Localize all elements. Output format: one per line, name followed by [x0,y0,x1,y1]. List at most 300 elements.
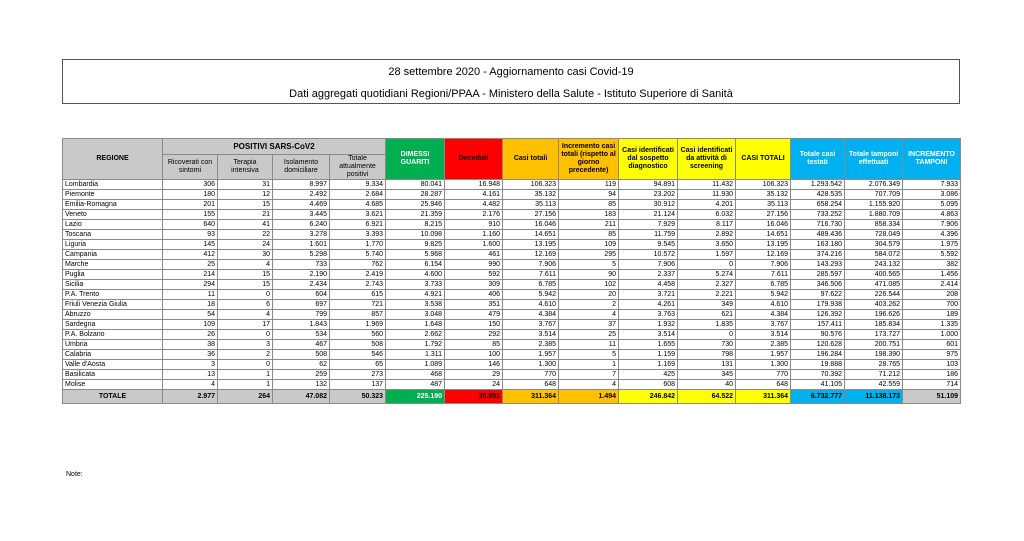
region-name-cell: P.A. Bolzano [63,330,163,340]
title-box [62,59,960,104]
table-cell: 730 [678,340,736,350]
table-cell: 400.565 [845,270,903,280]
table-cell: 6.240 [273,220,330,230]
table-cell: 6 [218,300,273,310]
table-cell: 2.414 [903,280,961,290]
table-cell: 4.863 [903,210,961,220]
table-cell: 508 [273,350,330,360]
table-row [63,200,961,210]
table-cell: 13.195 [503,240,559,250]
total-cell: 311.364 [736,390,791,404]
table-cell: 20 [559,290,619,300]
table-cell: 150 [445,320,503,330]
table-cell: 1 [218,370,273,380]
table-cell: 1.792 [386,340,445,350]
table-cell: 716.730 [791,220,845,230]
table-cell: 35.113 [736,200,791,210]
table-cell: 15 [218,200,273,210]
table-cell: 13.195 [736,240,791,250]
table-cell: 5.095 [903,200,961,210]
table-cell: 102 [559,280,619,290]
table-cell: 22 [218,230,273,240]
table-cell: 304.579 [845,240,903,250]
table-cell: 12.169 [736,250,791,260]
table-cell: 412 [163,250,218,260]
table-cell: 2 [218,350,273,360]
table-cell: 0 [678,260,736,270]
table-cell: 85 [559,200,619,210]
table-cell: 461 [445,250,503,260]
total-cell: 1.494 [559,390,619,404]
table-cell: 70.392 [791,370,845,380]
total-cell: 2.977 [163,390,218,404]
table-cell: 1.969 [330,320,386,330]
table-cell: 534 [273,330,330,340]
table-cell: 29 [445,370,503,380]
table-cell: 374.216 [791,250,845,260]
table-cell: 15 [218,280,273,290]
table-cell: 403.262 [845,300,903,310]
table-cell: 3.086 [903,190,961,200]
total-label: TOTALE [63,390,163,404]
table-cell: 990 [445,260,503,270]
table-cell: 85 [559,230,619,240]
table-cell: 1.155.920 [845,200,903,210]
table-cell: 349 [678,300,736,310]
table-cell: 186 [903,370,961,380]
table-cell: 1.957 [736,350,791,360]
table-cell: 4 [559,380,619,390]
table-cell: 608 [619,380,678,390]
region-name-cell: Umbria [63,340,163,350]
table-cell: 3.514 [736,330,791,340]
table-cell: 0 [678,330,736,340]
table-cell: 615 [330,290,386,300]
table-row [63,190,961,200]
table-cell: 428.535 [791,190,845,200]
table-cell: 1.880.709 [845,210,903,220]
table-cell: 733.252 [791,210,845,220]
table-cell: 208 [903,290,961,300]
table-cell: 180 [163,190,218,200]
table-cell: 146 [445,360,503,370]
table-cell: 770 [736,370,791,380]
region-name-cell: Puglia [63,270,163,280]
table-cell: 728.049 [845,230,903,240]
table-cell: 1 [218,380,273,390]
table-cell: 18 [163,300,218,310]
table-cell: 648 [503,380,559,390]
header-casi-totali: Casi totali [503,139,559,180]
table-cell: 857 [330,310,386,320]
total-row [63,390,961,404]
table-cell: 798 [678,350,736,360]
table-cell: 5.968 [386,250,445,260]
table-cell: 13 [163,370,218,380]
table-cell: 306 [163,180,218,190]
table-row [63,210,961,220]
table-cell: 185.834 [845,320,903,330]
total-cell: 6.732.777 [791,390,845,404]
table-row [63,340,961,350]
table-cell: 11 [559,340,619,350]
region-name-cell: Lombardia [63,180,163,190]
table-row [63,330,961,340]
table-cell: 11.759 [619,230,678,240]
table-cell: 93 [163,230,218,240]
table-row [63,180,961,190]
table-cell: 126.392 [791,310,845,320]
table-row [63,220,961,230]
table-cell: 4.458 [619,280,678,290]
table-cell: 42.559 [845,380,903,390]
table-cell: 3.767 [503,320,559,330]
table-cell: 697 [273,300,330,310]
table-cell: 3.763 [619,310,678,320]
table-cell: 406 [445,290,503,300]
table-cell: 27.156 [736,210,791,220]
table-cell: 106.323 [736,180,791,190]
table-cell: 11.930 [678,190,736,200]
table-cell: 94.891 [619,180,678,190]
table-cell: 1.601 [273,240,330,250]
table-cell: 214 [163,270,218,280]
header-screening: Casi identificati da attività di screening [678,139,736,180]
table-row [63,350,961,360]
table-cell: 5 [559,350,619,360]
table-cell: 3.048 [386,310,445,320]
table-cell: 106.323 [503,180,559,190]
table-cell: 4.482 [445,200,503,210]
table-row [63,270,961,280]
table-cell: 80.041 [386,180,445,190]
header-dimessi: DIMESSI GUARITI [386,139,445,180]
header-sospetto: Casi identificati dal sospetto diagnostico [619,139,678,180]
table-cell: 4.685 [330,200,386,210]
table-cell: 6.154 [386,260,445,270]
table-cell: 975 [903,350,961,360]
table-cell: 5.942 [503,290,559,300]
table-cell: 351 [445,300,503,310]
table-cell: 467 [273,340,330,350]
table-cell: 487 [386,380,445,390]
table-cell: 3.621 [330,210,386,220]
total-cell: 311.364 [503,390,559,404]
header-totale-positivi: Totale attualmente positivi [330,155,386,180]
table-cell: 201 [163,200,218,210]
table-cell: 27.156 [503,210,559,220]
table-cell: 25.946 [386,200,445,210]
total-cell: 264 [218,390,273,404]
table-cell: 2.385 [503,340,559,350]
table-cell: 10.572 [619,250,678,260]
total-cell: 50.323 [330,390,386,404]
total-cell: 246.842 [619,390,678,404]
table-cell: 799 [273,310,330,320]
table-cell: 4.396 [903,230,961,240]
table-cell: 7.906 [503,260,559,270]
table-cell: 16.046 [736,220,791,230]
table-row [63,370,961,380]
header-tamponi: Totale tamponi effettuati [845,139,903,180]
region-name-cell: Molise [63,380,163,390]
table-cell: 24 [445,380,503,390]
table-cell: 2.492 [273,190,330,200]
region-name-cell: Sardegna [63,320,163,330]
header-regione: REGIONE [63,139,163,180]
table-cell: 12.169 [503,250,559,260]
table-cell: 19.888 [791,360,845,370]
table-row [63,380,961,390]
table-cell: 508 [330,340,386,350]
table-cell: 7.929 [619,220,678,230]
table-row [63,250,961,260]
table-cell: 4.610 [736,300,791,310]
table-cell: 0 [218,290,273,300]
table-cell: 6.921 [330,220,386,230]
table-cell: 2.076.349 [845,180,903,190]
table-cell: 1.000 [903,330,961,340]
table-cell: 2.337 [619,270,678,280]
table-cell: 35.132 [736,190,791,200]
table-cell: 770 [503,370,559,380]
table-cell: 35.132 [503,190,559,200]
table-cell: 90.576 [791,330,845,340]
table-cell: 7.906 [736,260,791,270]
table-cell: 7.933 [903,180,961,190]
table-cell: 5.274 [678,270,736,280]
table-row [63,360,961,370]
table-cell: 36 [163,350,218,360]
table-cell: 4.261 [619,300,678,310]
table-cell: 7.611 [736,270,791,280]
table-cell: 259 [273,370,330,380]
header-testati: Totale casi testati [791,139,845,180]
table-cell: 471.085 [845,280,903,290]
table-cell: 4 [218,310,273,320]
total-cell: 225.190 [386,390,445,404]
table-cell: 4 [163,380,218,390]
total-cell: 35.851 [445,390,503,404]
table-cell: 1.975 [903,240,961,250]
table-cell: 3.650 [678,240,736,250]
table-cell: 3.445 [273,210,330,220]
region-name-cell: Lazio [63,220,163,230]
table-cell: 179.938 [791,300,845,310]
table-cell: 489.436 [791,230,845,240]
table-cell: 21.359 [386,210,445,220]
table-cell: 97.622 [791,290,845,300]
table-cell: 285.597 [791,270,845,280]
table-cell: 28.287 [386,190,445,200]
table-cell: 6.785 [736,280,791,290]
table-cell: 1.311 [386,350,445,360]
table-cell: 100 [445,350,503,360]
table-cell: 10.098 [386,230,445,240]
table-cell: 2.385 [736,340,791,350]
table-cell: 31 [218,180,273,190]
table-cell: 4 [559,310,619,320]
table-cell: 1.770 [330,240,386,250]
table-row [63,300,961,310]
table-cell: 3 [163,360,218,370]
table-cell: 183 [559,210,619,220]
header-ricoverati: Ricoverati con sintomi [163,155,218,180]
table-cell: 0 [218,360,273,370]
table-cell: 16.948 [445,180,503,190]
page-subtitle: Dati aggregati quotidiani Regioni/PPAA - Ministero della Salute - Istituto Superiore di Sanità [289,88,733,100]
header-terapia: Terapia intensiva [218,155,273,180]
table-cell: 1.335 [903,320,961,330]
table-cell: 119 [559,180,619,190]
table-cell: 11.432 [678,180,736,190]
covid-data-table [62,138,961,404]
table-cell: 5.592 [903,250,961,260]
table-cell: 24 [218,240,273,250]
region-name-cell: Basilicata [63,370,163,380]
table-cell: 65 [330,360,386,370]
table-cell: 40 [678,380,736,390]
table-cell: 1.293.542 [791,180,845,190]
table-cell: 25 [559,330,619,340]
table-cell: 1.843 [273,320,330,330]
table-cell: 273 [330,370,386,380]
table-cell: 604 [273,290,330,300]
table-cell: 714 [903,380,961,390]
table-cell: 6.032 [678,210,736,220]
table-cell: 4 [218,260,273,270]
table-cell: 5.942 [736,290,791,300]
region-name-cell: P.A. Trento [63,290,163,300]
header-positivi-group: POSITIVI SARS-CoV2 [163,139,386,155]
table-cell: 592 [445,270,503,280]
table-cell: 71.212 [845,370,903,380]
table-cell: 345 [678,370,736,380]
table-cell: 468 [386,370,445,380]
table-cell: 3.278 [273,230,330,240]
table-cell: 640 [163,220,218,230]
table-cell: 9.825 [386,240,445,250]
table-cell: 21 [218,210,273,220]
table-cell: 211 [559,220,619,230]
table-cell: 7.611 [503,270,559,280]
table-cell: 910 [445,220,503,230]
note-label: Note: [66,471,83,478]
table-cell: 1.456 [903,270,961,280]
table-row [63,240,961,250]
table-cell: 2.190 [273,270,330,280]
table-cell: 30 [218,250,273,260]
table-cell: 3.514 [503,330,559,340]
table-row [63,290,961,300]
region-name-cell: Calabria [63,350,163,360]
header-isolamento: Isolamento domiciliare [273,155,330,180]
header-incremento-tamponi: INCREMENTO TAMPONI [903,139,961,180]
region-name-cell: Toscana [63,230,163,240]
table-cell: 2 [559,300,619,310]
table-cell: 5.298 [273,250,330,260]
table-cell: 700 [903,300,961,310]
table-cell: 9.545 [619,240,678,250]
table-cell: 173.727 [845,330,903,340]
header-deceduti: Deceduti [445,139,503,180]
table-cell: 295 [559,250,619,260]
table-cell: 14.651 [503,230,559,240]
table-cell: 621 [678,310,736,320]
table-row [63,260,961,270]
table-cell: 30.912 [619,200,678,210]
table-cell: 1.160 [445,230,503,240]
table-cell: 1.932 [619,320,678,330]
table-cell: 109 [559,240,619,250]
table-cell: 2.662 [386,330,445,340]
table-cell: 733 [273,260,330,270]
total-cell: 11.138.173 [845,390,903,404]
table-cell: 1.655 [619,340,678,350]
table-cell: 1.835 [678,320,736,330]
table-cell: 2.743 [330,280,386,290]
table-cell: 1.600 [445,240,503,250]
total-cell: 51.109 [903,390,961,404]
table-cell: 143.293 [791,260,845,270]
table-cell: 226.544 [845,290,903,300]
table-cell: 762 [330,260,386,270]
table-cell: 189 [903,310,961,320]
total-cell: 47.082 [273,390,330,404]
table-cell: 8.997 [273,180,330,190]
table-cell: 196.284 [791,350,845,360]
table-cell: 309 [445,280,503,290]
header-incremento: Incremento casi totali (rispetto al giorno precedente) [559,139,619,180]
total-cell: 64.522 [678,390,736,404]
table-cell: 858.334 [845,220,903,230]
table-cell: 4.384 [736,310,791,320]
table-cell: 157.411 [791,320,845,330]
region-name-cell: Emilia-Romagna [63,200,163,210]
table-cell: 294 [163,280,218,290]
table-cell: 5.740 [330,250,386,260]
table-cell: 4.384 [503,310,559,320]
table-cell: 109 [163,320,218,330]
table-cell: 2.892 [678,230,736,240]
table-cell: 41.105 [791,380,845,390]
table-cell: 54 [163,310,218,320]
table-cell: 601 [903,340,961,350]
table-cell: 200.751 [845,340,903,350]
table-cell: 1.648 [386,320,445,330]
table-cell: 5 [559,260,619,270]
table-cell: 560 [330,330,386,340]
table-cell: 2.221 [678,290,736,300]
table-cell: 26 [163,330,218,340]
table-cell: 137 [330,380,386,390]
table-cell: 85 [445,340,503,350]
table-cell: 25 [163,260,218,270]
table-cell: 103 [903,360,961,370]
table-cell: 37 [559,320,619,330]
table-cell: 8.117 [678,220,736,230]
table-cell: 131 [678,360,736,370]
table-cell: 196.626 [845,310,903,320]
region-name-cell: Friuli Venezia Giulia [63,300,163,310]
table-cell: 7.906 [903,220,961,230]
table-cell: 21.124 [619,210,678,220]
table-cell: 8.215 [386,220,445,230]
table-cell: 3.721 [619,290,678,300]
table-cell: 3 [218,340,273,350]
table-cell: 17 [218,320,273,330]
table-cell: 120.628 [791,340,845,350]
